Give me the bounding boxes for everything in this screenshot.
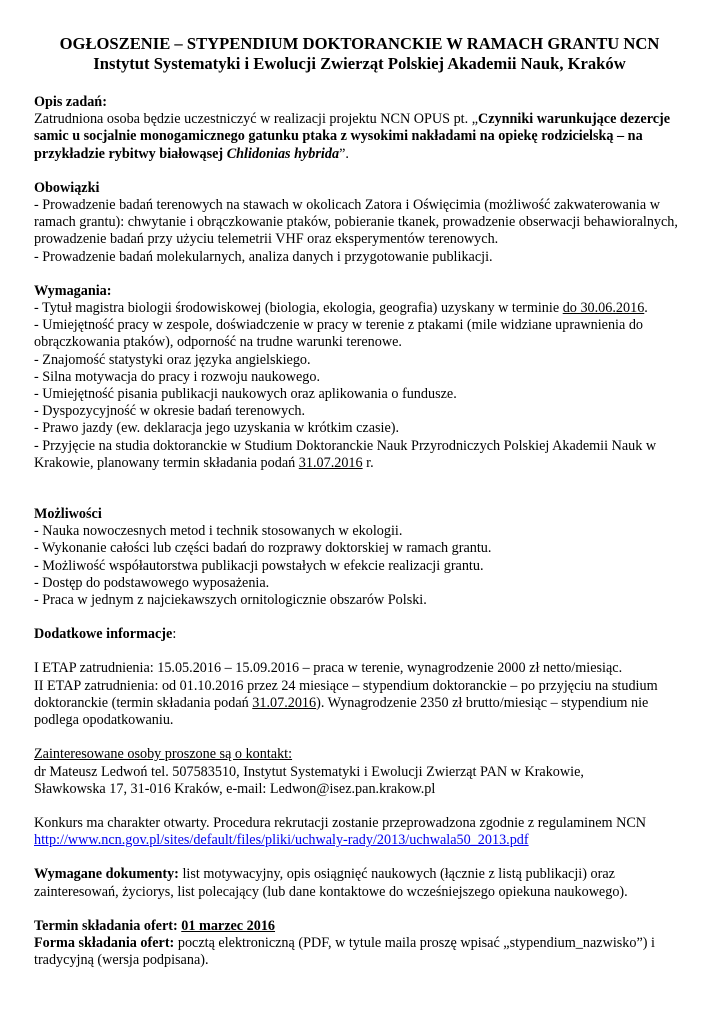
section-wymagania (34, 283, 685, 472)
dokumenty-paragraph (34, 866, 685, 900)
wymagania-item: - Silna motywacja do pracy i rozwoju naukowego. (34, 368, 321, 385)
forma-text: pocztą elektroniczną (PDF, w tytule maila proszę wpisać „stypendium_nazwisko”) i tradycyjną (wersja podpisana). (34, 934, 655, 969)
section-kontakt (34, 746, 685, 798)
title-line-1: OGŁOSZENIE – STYPENDIUM DOKTORANCKIE W RAMACH GRANTU NCN (59, 34, 660, 53)
species-name: Chlidonias hybrida (226, 145, 340, 162)
termin-date: 01 marzec 2016 (181, 917, 276, 934)
wymagania-item-end: . (644, 300, 648, 317)
obowiazki-item: - Prowadzenie badań terenowych na stawach w okolicach Zatora i Oświęcimia (możliwość zakwaterowania w ramach grantu): chwytanie i obrączkowanie ptaków, pobieranie tkanek, prowadzenie obserwacji behawioralnych, prowadzenie badań przy użyciu telemetrii VHF oraz eksperymentów terenowych. (34, 197, 678, 248)
section-dokumenty (34, 866, 685, 900)
mozliwosci-heading: Możliwości (34, 506, 102, 523)
etap-2-text-end: ). Wynagrodzenie 2350 zł brutto/miesiąc – stypendium nie podlega opodatkowaniu. (34, 694, 649, 729)
ncn-regulations-link[interactable]: http://www.ncn.gov.pl/sites/default/files/pliki/uchwaly-rady/2013/uchwala50_2013.pdf (34, 832, 529, 849)
section-konkurs (34, 815, 685, 849)
obowiazki-heading: Obowiązki (34, 179, 100, 196)
konkurs-text: Konkurs ma charakter otwarty. Procedura rekrutacji zostanie przeprowadzona zgodnie z regulaminem NCN (34, 814, 647, 831)
wymagania-item: - Dyspozycyjność w okresie badań terenowych. (34, 403, 306, 420)
kontakt-heading: Zainteresowane osoby proszone są o kontakt: (34, 746, 293, 763)
dodatkowe-heading: Dodatkowe informacje (34, 626, 173, 643)
termin-label: Termin składania ofert: (34, 917, 182, 934)
dokumenty-heading: Wymagane dokumenty: (34, 866, 179, 883)
zadania-text-end: ”. (339, 145, 349, 162)
zadania-text (34, 111, 685, 163)
wymagania-item (34, 300, 685, 317)
section-termin (34, 918, 685, 970)
wymagania-item-text: - Przyjęcie na studia doktoranckie w Studium Doktoranckie Nauk Przyrodniczych Polskiej Akademii Nauk w Krakowie, planowany termin składania podań (34, 437, 657, 471)
project-title: Czynniki warunkujące dezercje samic u socjalnie monogamicznego gatunku ptaka z wysokimi nakładami na opiekę rodzicielską – na przykładzie rybitwy białowąsej (34, 111, 671, 162)
wymagania-heading: Wymagania: (34, 282, 112, 299)
wymagania-item: - Znajomość statystyki oraz języka angielskiego. (34, 351, 311, 368)
application-date: 31.07.2016 (298, 454, 363, 471)
etap-2 (34, 678, 685, 730)
forma-paragraph (34, 935, 685, 969)
deadline-date: do 30.06.2016 (562, 300, 645, 317)
wymagania-item (34, 438, 685, 472)
zadania-heading: Opis zadań: (34, 94, 107, 110)
wymagania-item: - Umiejętność pisania publikacji naukowych oraz aplikowania o fundusze. (34, 386, 457, 403)
wymagania-item: - Umiejętność pracy w zespole, doświadczenie w pracy w terenie z ptakami (mile widziane uprawnienia do obrączkowania ptaków), odporność na trudne warunki terenowe. (34, 317, 644, 351)
kontakt-line: Sławkowska 17, 31-016 Kraków, e-mail: Ledwon@isez.pan.krakow.pl (34, 780, 436, 797)
document-body (34, 94, 685, 969)
title-line-2: Instytut Systematyki i Ewolucji Zwierząt Polskiej Akademii Nauk, Kraków (93, 54, 626, 73)
termin-line (34, 918, 685, 935)
mozliwosci-item: - Wykonanie całości lub części badań do rozprawy doktorskiej w ramach grantu. (34, 540, 492, 557)
wymagania-item: - Prawo jazdy (ew. deklaracja jego uzyskania w krótkim czasie). (34, 420, 400, 437)
wymagania-item-text: - Tytuł magistra biologii środowiskowej (biologia, ekologia, geografia) uzyskany w terminie (34, 300, 563, 317)
zadania-text-intro: Zatrudniona osoba będzie uczestniczyć w realizacji projektu NCN OPUS pt. „ (34, 111, 479, 128)
mozliwosci-item: - Możliwość współautorstwa publikacji powstałych w efekcie realizacji grantu. (34, 557, 484, 574)
dodatkowe-heading-line (34, 626, 685, 643)
section-dodatkowe (34, 626, 685, 729)
mozliwosci-item: - Praca w jednym z najciekawszych ornitologicznie obszarów Polski. (34, 592, 427, 609)
dodatkowe-colon: : (172, 626, 177, 643)
mozliwosci-item: - Nauka nowoczesnych metod i technik stosowanych w ekologii. (34, 523, 403, 540)
etap-2-text: II ETAP zatrudnienia: od 01.10.2016 przez 24 miesiące – stypendium doktoranckie – po przyjęciu na studium doktoranckie (termin składania podań (34, 677, 658, 711)
etap-2-date: 31.07.2016 (252, 694, 317, 711)
forma-label: Forma składania ofert: (34, 934, 175, 951)
section-mozliwosci (34, 506, 685, 609)
obowiazki-item: - Prowadzenie badań molekularnych, analiza danych i przygotowanie publikacji. (34, 248, 493, 265)
mozliwosci-item: - Dostęp do podstawowego wyposażenia. (34, 574, 270, 591)
section-zadania (34, 94, 685, 163)
kontakt-line: dr Mateusz Ledwoń tel. 507583510, Instytut Systematyki i Ewolucji Zwierząt PAN w Krakowie, (34, 763, 584, 780)
etap-1: I ETAP zatrudnienia: 15.05.2016 – 15.09.2016 – praca w terenie, wynagrodzenie 2000 zł netto/miesiąc. (34, 660, 623, 677)
wymagania-item-end: r. (362, 454, 374, 471)
section-obowiazki (34, 180, 685, 266)
dokumenty-text: list motywacyjny, opis osiągnięć naukowych (łącznie z listą publikacji) oraz zainteresowań, życiorys, list polecający (lub dane kontaktowe do wcześniejszego opiekuna naukowego). (34, 866, 628, 900)
